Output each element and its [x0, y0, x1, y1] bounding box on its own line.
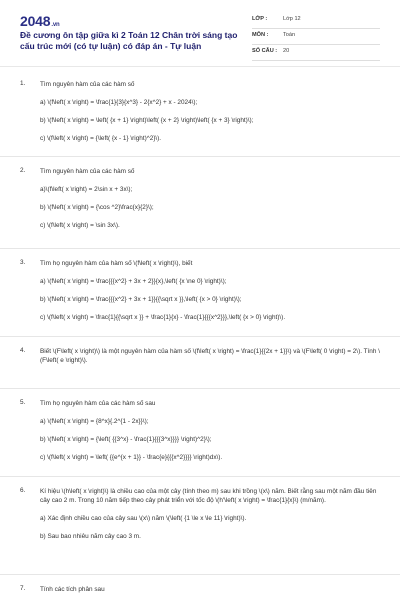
question-block — [0, 70, 400, 157]
question-subpart: b) \(f\left( x \right) = {\left( {{3^x} - \frac{1}{{{3^x}}}} \right)^2}\); — [40, 436, 212, 443]
question-number: 6. — [20, 487, 26, 494]
question-block — [0, 575, 400, 600]
meta-key: LỚP : — [252, 16, 268, 22]
question-number: 2. — [20, 167, 26, 174]
question-subpart: b) \(f\left( x \right) = \left( {x + 1} \right)\left( {x + 2} \right)\left( {x + 3} \right)\); — [40, 117, 254, 124]
question-subpart: c) \(f\left( x \right) = \sin 3x\). — [40, 222, 120, 229]
question-subpart: a) Xác định chiều cao của cây sau \(x\) năm \(\left( {1 \le x \le 11} \right)\). — [40, 515, 247, 522]
meta-value: Lớp 12 — [283, 16, 301, 22]
question-text: Tìm nguyên hàm của các hàm số — [40, 81, 135, 88]
question-number: 3. — [20, 259, 26, 266]
question-subpart: a)\(f\left( x \right) = 2\sin x + 3x\); — [40, 186, 133, 193]
question-subpart: b) Sau bao nhiêu năm cây cao 3 m. — [40, 533, 141, 540]
question-text: Tìm họ nguyên hàm của hàm số \(f\left( x \right)\), biết — [40, 260, 193, 267]
question-text: Tìm nguyên hàm của các hàm số — [40, 168, 135, 175]
document-meta — [252, 13, 380, 61]
question-subpart: c) \(f\left( x \right) = {\left( {x - 1} \right)^2}\). — [40, 135, 162, 142]
question-subpart: a) \(f\left( x \right) = \frac{{{x^2} + 3x + 2}}{x},\left( {x \ne 0} \right)\); — [40, 278, 227, 285]
question-number: 7. — [20, 585, 26, 592]
meta-key: MÔN : — [252, 32, 269, 38]
document-header — [0, 0, 400, 67]
question-block — [0, 249, 400, 337]
meta-row-subject — [252, 29, 380, 45]
meta-row-question-count — [252, 45, 380, 61]
meta-value: 20 — [283, 48, 290, 54]
question-text: Tìm họ nguyên hàm của các hàm số sau — [40, 400, 156, 407]
question-text: Kí hiệu \(h\left( x \right)\) là chiều cao của một cây (tính theo m) sau khi trồng \(x\) năm. Biết rằng sau một năm đầu tiên cây cao 2 m. Trong 10 năm tiếp theo cây phát triển với tốc độ \(h'\left( x \right) = \frac{1}{x}\) (m/năm). — [40, 488, 377, 504]
meta-value: Toán — [283, 32, 296, 38]
question-subpart: b) \(f\left( x \right) = \frac{{{x^2} + 3x + 1}}{{\sqrt x }},\left( {x > 0} \right)\); — [40, 296, 242, 303]
document-title: Đề cương ôn tập giữa kì 2 Toán 12 Chân trời sáng tạo cấu trúc mới (có tự luận) có đáp án - Tự luận — [20, 30, 238, 51]
question-number: 1. — [20, 80, 26, 87]
question-block — [0, 389, 400, 477]
question-text: Tính các tích phân sau — [40, 586, 105, 593]
question-block — [0, 157, 400, 249]
question-block — [0, 337, 400, 389]
question-subpart: b) \(f\left( x \right) = {\cos ^2}\frac{x}{2}\); — [40, 204, 154, 211]
meta-key: SỐ CÂU : — [252, 48, 278, 54]
question-subpart: c) \(f\left( x \right) = \frac{1}{{\sqrt x }} + \frac{1}{x} - \frac{1}{{{x^2}}},\left( {x > 0} \right)\). — [40, 314, 286, 321]
question-subpart: c) \(f\left( x \right) = \left( {{e^{x + 1}} - \frac{e}{{{x^2}}}} \right)dx\). — [40, 454, 223, 461]
logo-suffix: .vn — [51, 22, 60, 28]
question-subpart: a) \(f\left( x \right) = {8^x}{.2^{1 - 2x}}\); — [40, 418, 149, 425]
logo-text: 2048 — [20, 13, 51, 29]
site-logo[interactable] — [20, 13, 59, 29]
question-text: Biết \(F\left( x \right)\) là một nguyên hàm của hàm số \(f\left( x \right) = \frac{1}{{2x + 1}}\) và \(F\left( 0 \right) = 2\). Tính \(F\left( e \right)\). — [40, 348, 380, 364]
question-number: 5. — [20, 399, 26, 406]
meta-row-class — [252, 13, 380, 29]
question-subpart: a) \(f\left( x \right) = \frac{1}{3}{x^3} - 2{x^2} + x - 2024\); — [40, 99, 198, 106]
question-number: 4. — [20, 347, 26, 354]
question-list — [0, 70, 400, 600]
question-block — [0, 477, 400, 575]
